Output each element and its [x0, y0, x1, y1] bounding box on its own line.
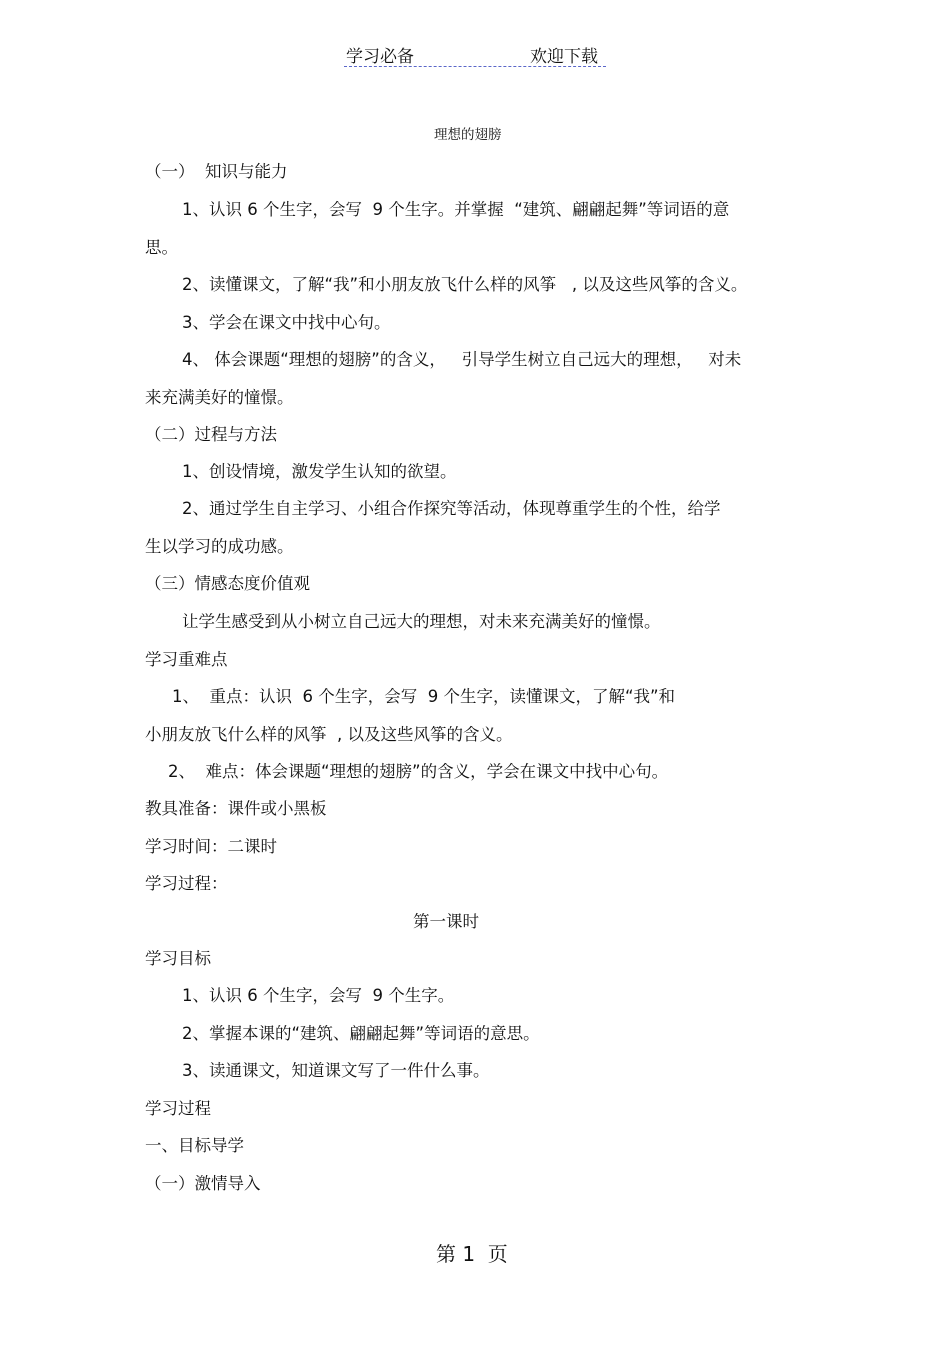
- text-line: 2、通过学生自主学习、小组合作探究等活动，体现尊重学生的个性，给学: [182, 499, 721, 518]
- document-title: 理想的翅膀: [434, 127, 502, 143]
- header-left-text: 学习必备: [346, 47, 414, 67]
- text-line: 生以学习的成功感。: [145, 537, 294, 556]
- text-line: 小朋友放飞什么样的风筝 , 以及这些风筝的含义。: [145, 725, 513, 744]
- section-heading: （一） 知识与能力: [145, 162, 288, 181]
- text-line: 1、 重点：认识 6 个生字，会写 9 个生字，读懂课文，了解“我”和: [172, 687, 676, 706]
- text-line: 学习时间：二课时: [145, 837, 277, 856]
- section-heading: 学习重难点: [145, 650, 228, 669]
- text-line: 2、掌握本课的“建筑、翩翩起舞”等词语的意思。: [182, 1024, 540, 1043]
- section-heading: （一）激情导入: [145, 1174, 261, 1193]
- section-heading: （三）情感态度价值观: [145, 574, 310, 593]
- text-line: 教具准备：课件或小黑板: [145, 799, 327, 818]
- text-line: 1、创设情境，激发学生认知的欲望。: [182, 462, 457, 481]
- text-line: 3、学会在课文中找中心句。: [182, 313, 391, 332]
- text-line: 让学生感受到从小树立自己远大的理想，对未来充满美好的憧憬。: [182, 612, 661, 631]
- page-number: 第 1 页: [436, 1242, 508, 1266]
- section-heading: 学习过程: [145, 1099, 211, 1118]
- page-header: [344, 40, 606, 67]
- section-heading: （二）过程与方法: [145, 425, 277, 444]
- header-right-text: 欢迎下载: [530, 47, 598, 67]
- text-line: 学习过程：: [145, 874, 228, 893]
- text-line: 来充满美好的憧憬。: [145, 388, 294, 407]
- text-line: 2、 难点：体会课题“理想的翅膀”的含义，学会在课文中找中心句。: [168, 762, 669, 781]
- lesson-heading: 第一课时: [413, 912, 479, 931]
- text-line: 3、读通课文，知道课文写了一件什么事。: [182, 1061, 490, 1080]
- text-line: 思。: [145, 238, 178, 257]
- section-heading: 一、目标导学: [145, 1136, 244, 1155]
- text-line: 4、 体会课题“理想的翅膀”的含义， 引导学生树立自己远大的理想， 对未: [182, 350, 742, 369]
- text-line: 1、认识 6 个生字，会写 9 个生字。并掌握 “建筑、翩翩起舞”等词语的意: [182, 200, 730, 219]
- text-line: 1、认识 6 个生字，会写 9 个生字。: [182, 986, 455, 1005]
- section-heading: 学习目标: [145, 949, 211, 968]
- text-line: 2、读懂课文，了解“我”和小朋友放飞什么样的风筝 , 以及这些风筝的含义。: [182, 275, 748, 294]
